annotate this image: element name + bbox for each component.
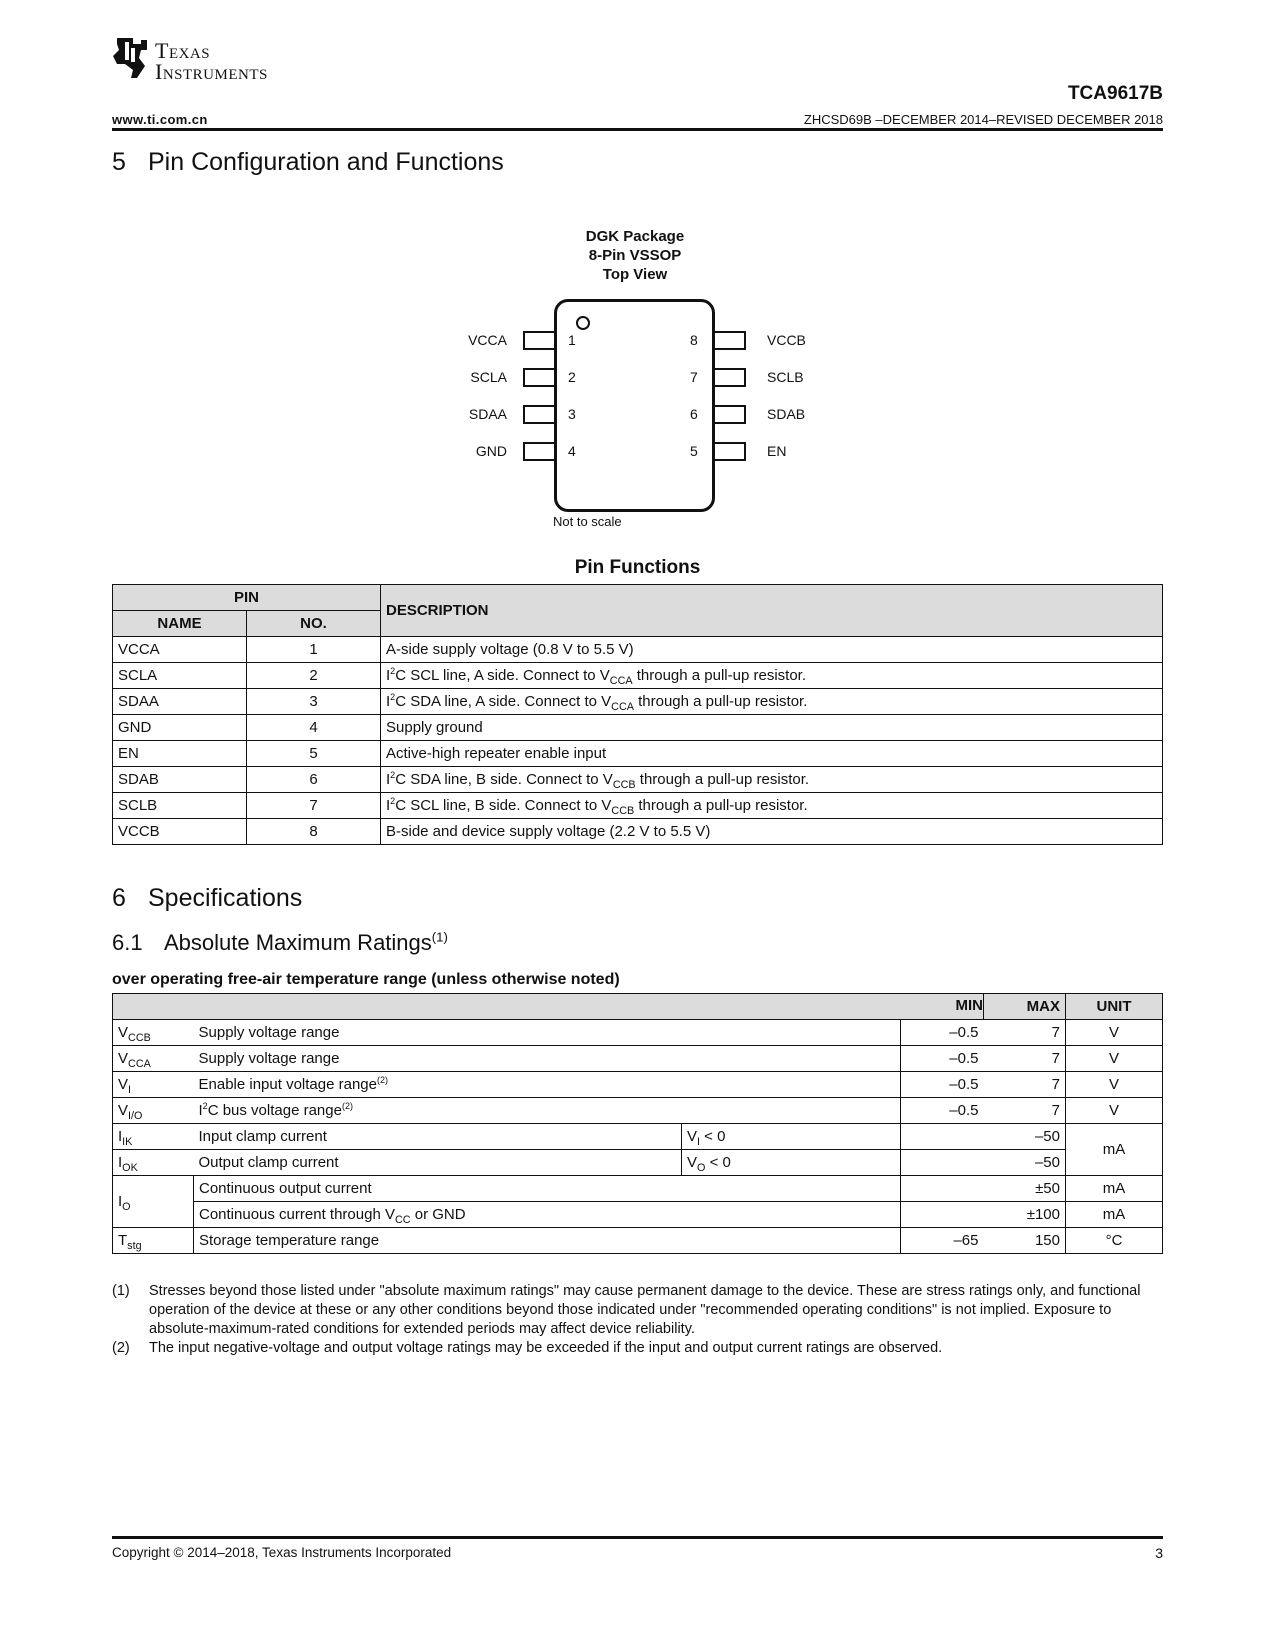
pin-description-cell [381, 767, 1163, 793]
pin-name: EN [767, 443, 787, 459]
pin-number-cell: 3 [247, 689, 381, 715]
symbol-subscript: O [122, 1200, 131, 1213]
pin-number-cell: 4 [247, 715, 381, 741]
max-cell: ±100 [984, 1202, 1066, 1228]
desc-part: C SCL line, A side. Connect to V [395, 667, 610, 684]
pin-lead [523, 442, 554, 461]
pin-number: 1 [568, 332, 576, 348]
pin-name-cell: SDAA [113, 689, 247, 715]
pin-name: SDAB [767, 406, 806, 422]
condition-subscript: O [697, 1161, 706, 1174]
pin-lead [523, 331, 554, 350]
symbol-cell [113, 1150, 194, 1176]
symbol-cell [113, 1046, 194, 1072]
pin-name-cell: GND [113, 715, 247, 741]
parameter-cell: Storage temperature range [194, 1228, 901, 1254]
parameter-cell: Output clamp current [194, 1150, 682, 1176]
max-cell: 7 [984, 1072, 1066, 1098]
symbol-cell [113, 1176, 194, 1228]
table-row [113, 793, 1163, 819]
desc-superscript: 2 [390, 796, 396, 806]
max-cell: –50 [984, 1124, 1066, 1150]
desc-part: through a pull-up resistor. [633, 693, 808, 710]
desc-part: C SCL line, B side. Connect to V [395, 797, 612, 814]
desc-superscript: 2 [390, 666, 396, 676]
desc-subscript: CCB [612, 778, 636, 791]
logo-line-1: Texas [155, 38, 211, 63]
description-header: DESCRIPTION [381, 585, 1163, 637]
min-cell [901, 1150, 984, 1176]
pin-number-cell: 5 [247, 741, 381, 767]
absolute-maximum-ratings-table [112, 993, 1163, 1254]
section-number: 6 [112, 884, 126, 912]
pin-description-cell [381, 793, 1163, 819]
pin-number: 3 [568, 406, 576, 422]
desc-superscript: 2 [390, 692, 396, 702]
table-row [113, 1020, 1163, 1046]
name-header: NAME [113, 611, 247, 637]
section-6-1-heading [112, 930, 448, 956]
desc-part: through a pull-up resistor. [635, 771, 810, 788]
package-view: Top View [602, 266, 668, 283]
section-5-heading [112, 148, 504, 177]
pin-name-cell: VCCA [113, 637, 247, 663]
desc-part: through a pull-up resistor. [634, 797, 808, 814]
table-row [113, 767, 1163, 793]
table-row [113, 1150, 1163, 1176]
page-number: 3 [1155, 1545, 1163, 1561]
number-header: NO. [247, 611, 381, 637]
unit-cell: V [1066, 1072, 1163, 1098]
pin-number-cell: 2 [247, 663, 381, 689]
desc-part: I [386, 797, 391, 814]
symbol-cell [113, 1124, 194, 1150]
symbol-cell [113, 1228, 194, 1254]
desc-part: I [386, 693, 391, 710]
symbol: V [118, 1102, 129, 1119]
table-row [113, 1098, 1163, 1124]
unit-cell: V [1066, 1046, 1163, 1072]
logo-line-2: Instruments [155, 59, 268, 84]
pin-name-cell: SCLA [113, 663, 247, 689]
pin-number-cell: 8 [247, 819, 381, 845]
parameter-cell: Supply voltage range [194, 1020, 901, 1046]
pin-number-cell: 1 [247, 637, 381, 663]
symbol-subscript: I [128, 1083, 132, 1096]
desc-part: through a pull-up resistor. [632, 667, 806, 684]
condition-symbol: V [687, 1154, 698, 1171]
pin-number: 7 [690, 369, 698, 385]
section-title: Specifications [148, 884, 303, 912]
site-url[interactable]: www.ti.com.cn [112, 112, 208, 127]
package-title [555, 227, 715, 284]
symbol-cell [113, 1020, 194, 1046]
unit-cell: mA [1066, 1176, 1163, 1202]
section-title: Pin Configuration and Functions [148, 148, 504, 176]
table-row [113, 689, 1163, 715]
min-cell: –0.5 [901, 1072, 984, 1098]
condition-subscript: I [697, 1135, 701, 1148]
pin-number: 6 [690, 406, 698, 422]
pin-number: 2 [568, 369, 576, 385]
pin-number-cell: 7 [247, 793, 381, 819]
footnote-ref[interactable]: (2) [376, 1075, 388, 1085]
logo-wordmark [155, 40, 268, 82]
pin-lead [715, 368, 746, 387]
pin-lead [715, 331, 746, 350]
min-cell [901, 1176, 984, 1202]
parameter-superscript: 2 [202, 1101, 208, 1111]
pin-description-cell [381, 689, 1163, 715]
unit-header: UNIT [1066, 994, 1163, 1020]
header-rule [112, 128, 1163, 131]
pin-name-cell: EN [113, 741, 247, 767]
table-row [113, 637, 1163, 663]
unit-cell: V [1066, 1098, 1163, 1124]
parameter-text: or GND [410, 1206, 466, 1223]
symbol-subscript: I/O [128, 1109, 143, 1122]
symbol: V [118, 1024, 129, 1041]
parameter-cell [194, 1072, 901, 1098]
pin-lead [523, 405, 554, 424]
pin-name-cell: SCLB [113, 793, 247, 819]
pin-functions-table [112, 584, 1163, 845]
footnote-ref[interactable]: (2) [341, 1101, 353, 1111]
pin-description-cell [381, 663, 1163, 689]
pin-lead [715, 405, 746, 424]
max-header: MAX [984, 994, 1066, 1020]
max-cell: 7 [984, 1046, 1066, 1072]
max-cell: ±50 [984, 1176, 1066, 1202]
footnote-text: Stresses beyond those listed under "absolute maximum ratings" may cause permanent damage to the device. These are stress ratings only, and functional operation of the device at these or any other conditions beyond those indicated under "recommended operating conditions" is not implied. Exposure to absolute-maximum-rated conditions for extended periods may affect device reliability. [149, 1283, 1141, 1337]
pin-group-header: PIN [113, 585, 381, 611]
package-type: 8-Pin VSSOP [588, 247, 682, 264]
document-id: ZHCSD69B –DECEMBER 2014–REVISED DECEMBER 2018 [803, 112, 1163, 127]
table-row [113, 1046, 1163, 1072]
part-number: TCA9617B [1067, 83, 1163, 104]
condition-symbol: V [687, 1128, 698, 1145]
pin-lead [715, 442, 746, 461]
footnote-ref[interactable]: (1) [431, 929, 448, 945]
pin-name: SCLB [767, 369, 804, 385]
parameter-cell [194, 1098, 901, 1124]
table-row [113, 1072, 1163, 1098]
pin-description-cell: A-side supply voltage (0.8 V to 5.5 V) [381, 637, 1163, 663]
min-cell [901, 1202, 984, 1228]
parameter-text: I [198, 1102, 203, 1119]
table-row [113, 715, 1163, 741]
footnote-number: (1) [112, 1283, 130, 1299]
symbol-subscript: CCB [128, 1031, 151, 1044]
footnote-text: The input negative-voltage and output voltage ratings may be exceeded if the input and output current ratings are observed. [149, 1340, 943, 1356]
pin-description-cell: Supply ground [381, 715, 1163, 741]
min-header: MIN [955, 997, 983, 1014]
table-row [113, 1202, 1163, 1228]
min-cell: –65 [901, 1228, 984, 1254]
footnote [112, 1339, 1163, 1358]
ti-logo-icon [111, 36, 151, 80]
symbol: V [118, 1076, 129, 1093]
pin-description-cell: Active-high repeater enable input [381, 741, 1163, 767]
pin-name: SCLA [470, 369, 507, 385]
parameter-cell [194, 1202, 901, 1228]
min-cell: –0.5 [901, 1020, 984, 1046]
symbol: I [118, 1154, 123, 1171]
max-cell: 7 [984, 1098, 1066, 1124]
symbol: I [118, 1193, 123, 1210]
table-row [113, 663, 1163, 689]
package-name: DGK Package [585, 228, 685, 245]
min-cell [901, 1124, 984, 1150]
copyright: Copyright © 2014–2018, Texas Instruments Incorporated [112, 1545, 452, 1560]
max-cell: –50 [984, 1150, 1066, 1176]
pin-number: 8 [690, 332, 698, 348]
pin-number: 4 [568, 443, 576, 459]
table-header-row [113, 994, 1163, 1020]
blank-header [113, 994, 984, 1020]
parameter-text: C bus voltage range [207, 1102, 342, 1119]
pin-lead [523, 368, 554, 387]
section-number: 5 [112, 148, 126, 176]
symbol-subscript: CCA [128, 1057, 151, 1070]
max-cell: 7 [984, 1020, 1066, 1046]
pin-functions-title: Pin Functions [574, 557, 701, 578]
footer-rule [112, 1536, 1163, 1539]
desc-superscript: 2 [390, 770, 396, 780]
condition-cell [682, 1124, 901, 1150]
unit-cell: °C [1066, 1228, 1163, 1254]
symbol: I [118, 1128, 123, 1145]
condition-text: < 0 [700, 1128, 726, 1145]
desc-subscript: CCA [611, 700, 634, 713]
condition-cell [682, 1150, 901, 1176]
desc-part: I [386, 771, 391, 788]
max-cell: 150 [984, 1228, 1066, 1254]
symbol: T [118, 1232, 128, 1249]
ti-logo [111, 36, 311, 86]
table-row [113, 1124, 1163, 1150]
footnotes [112, 1282, 1163, 1358]
symbol-subscript: stg [127, 1239, 142, 1252]
symbol-cell [113, 1072, 194, 1098]
table-row [113, 1228, 1163, 1254]
section-title: Absolute Maximum Ratings [164, 930, 432, 955]
pin-number: 5 [690, 443, 698, 459]
section-6-heading [112, 884, 302, 913]
parameter-cell: Supply voltage range [194, 1046, 901, 1072]
pin-name: GND [475, 443, 507, 459]
symbol-subscript: OK [122, 1161, 138, 1174]
condition-text: < 0 [705, 1154, 731, 1171]
pin-name: VCCB [767, 332, 806, 348]
section-number: 6.1 [112, 930, 143, 955]
min-cell: –0.5 [901, 1046, 984, 1072]
footnote-number: (2) [112, 1340, 130, 1356]
table-row [113, 819, 1163, 845]
symbol-cell [113, 1098, 194, 1124]
unit-cell: mA [1066, 1202, 1163, 1228]
desc-subscript: CCA [609, 674, 633, 687]
pin-name: SDAA [468, 406, 507, 422]
parameter-subscript: CC [394, 1213, 411, 1226]
desc-subscript: CCB [611, 804, 635, 817]
symbol-subscript: IK [122, 1135, 133, 1148]
scale-note: Not to scale [553, 514, 622, 529]
pin1-marker [576, 316, 590, 330]
pin-number-cell: 6 [247, 767, 381, 793]
parameter-text: Continuous current through V [199, 1206, 395, 1223]
unit-cell: mA [1066, 1124, 1163, 1176]
pin-name-cell: SDAB [113, 767, 247, 793]
table-conditions: over operating free-air temperature range (unless otherwise noted) [112, 971, 620, 988]
parameter-cell: Continuous output current [194, 1176, 901, 1202]
table-row [113, 741, 1163, 767]
footnote [112, 1282, 1163, 1339]
parameter-text: Enable input voltage range [198, 1076, 377, 1093]
table-header-row [113, 585, 1163, 611]
desc-part: C SDA line, B side. Connect to V [395, 771, 613, 788]
desc-part: C SDA line, A side. Connect to V [395, 693, 612, 710]
pin-description-cell: B-side and device supply voltage (2.2 V to 5.5 V) [381, 819, 1163, 845]
symbol: V [118, 1050, 129, 1067]
desc-part: I [386, 667, 391, 684]
min-cell: –0.5 [901, 1098, 984, 1124]
pin-name-cell: VCCB [113, 819, 247, 845]
unit-cell: V [1066, 1020, 1163, 1046]
pin-name: VCCA [468, 332, 507, 348]
table-row [113, 1176, 1163, 1202]
parameter-cell: Input clamp current [194, 1124, 682, 1150]
